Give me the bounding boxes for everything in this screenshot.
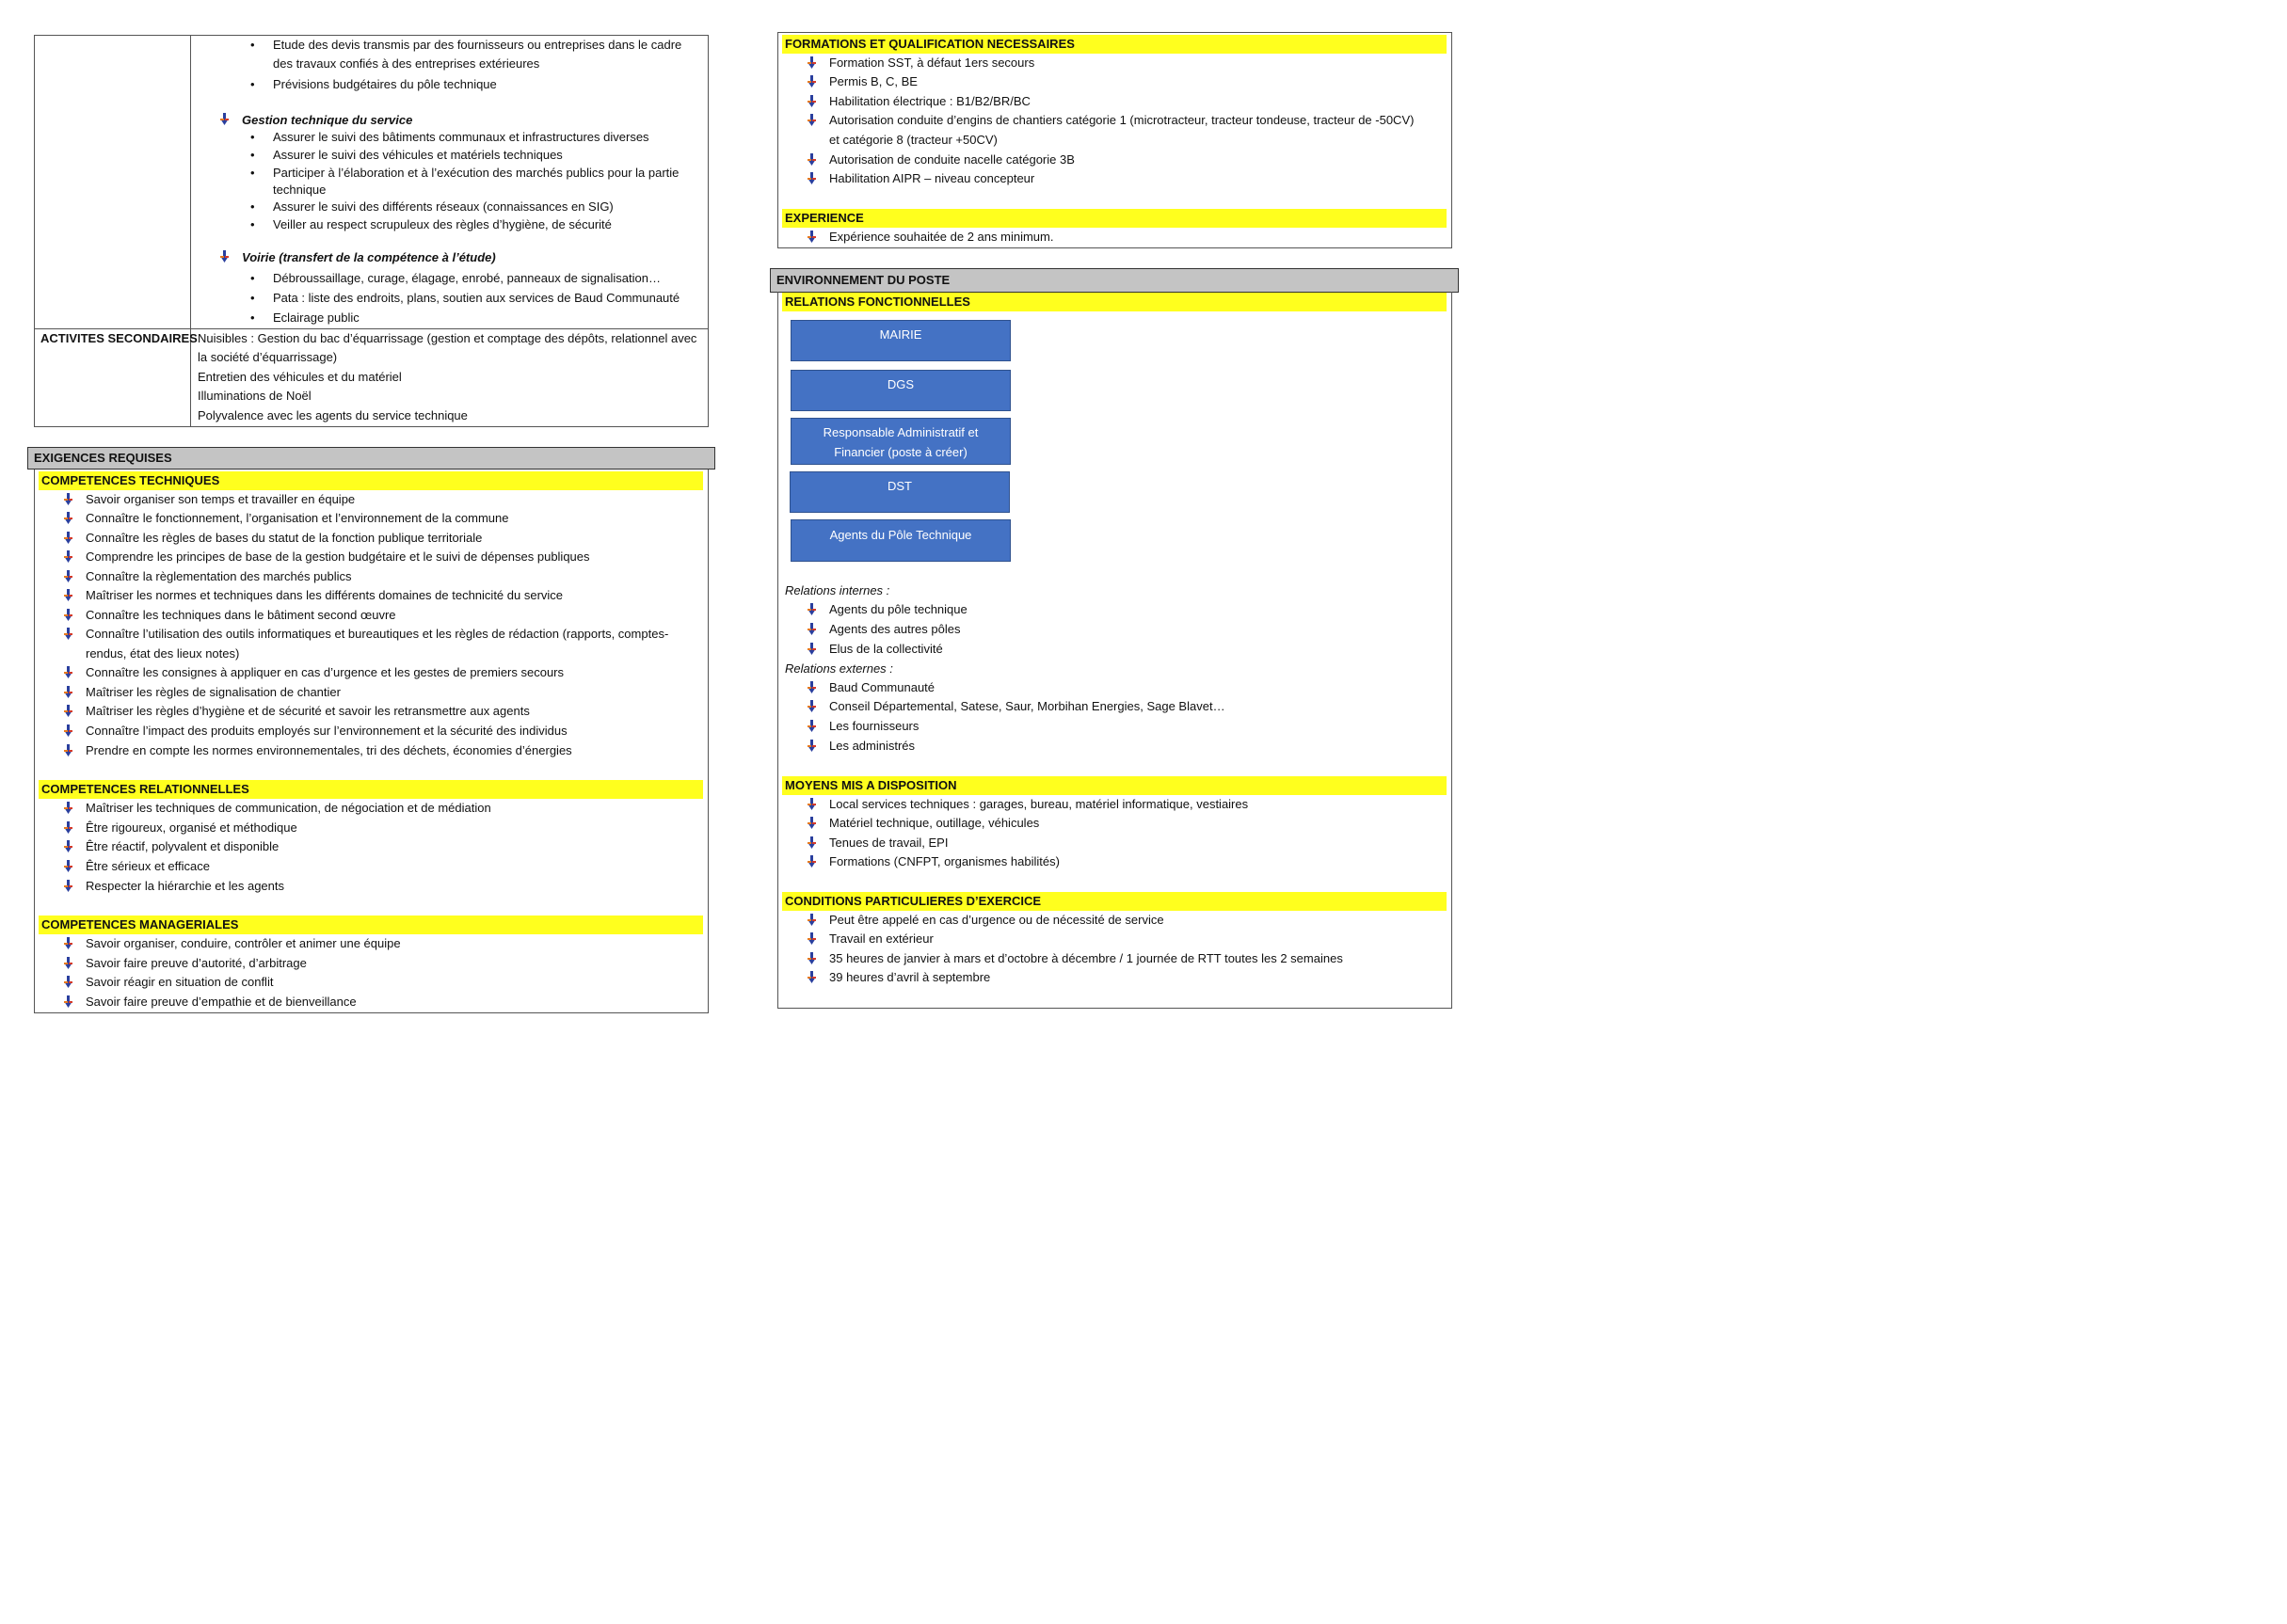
list-item: Comprendre les principes de base de la gestion budgétaire et le suivi de dépenses publiques: [86, 549, 590, 564]
arrow-bullet-icon: [808, 56, 817, 70]
moyens-title: MOYENS MIS A DISPOSITION: [782, 776, 1447, 795]
list-item: Les administrés: [829, 739, 916, 753]
org-box-mairie: MAIRIE: [791, 320, 1011, 361]
arrow-bullet-icon: [808, 603, 817, 616]
table-column-divider: [190, 35, 191, 427]
arrow-bullet-icon: [808, 643, 817, 656]
competences-manageriales-title: COMPETENCES MANAGERIALES: [39, 915, 703, 934]
gestion-item: • Assurer le suivi des bâtiments communaux et infrastructures diverses: [273, 128, 649, 147]
arrow-bullet-icon: [808, 720, 817, 733]
arrow-bullet-icon: [808, 172, 817, 185]
arrow-bullet-icon: [64, 937, 73, 950]
list-item: Connaître les règles de bases du statut de la fonction publique territoriale: [86, 531, 483, 545]
list-item: Connaître l’impact des produits employés sur l’environnement et la sécurité des individus: [86, 724, 568, 738]
arrow-bullet-icon: [64, 493, 73, 506]
list-item: Maîtriser les règles de signalisation de chantier: [86, 685, 341, 699]
competences-relationnelles-title: COMPETENCES RELATIONNELLES: [39, 780, 703, 799]
arrow-bullet-icon: [64, 609, 73, 622]
org-box-label: Financier (poste à créer): [834, 445, 968, 459]
secondaires-label: ACTIVITES SECONDAIRES: [40, 331, 198, 345]
list-item: Connaître les techniques dans le bâtiment second œuvre: [86, 608, 396, 622]
arrow-bullet-icon: [808, 114, 817, 127]
arrow-bullet-icon: [808, 231, 817, 244]
gestion-item: • Veiller au respect scrupuleux des règles d’hygiène, de sécurité: [273, 215, 612, 234]
arrow-bullet-icon: [808, 681, 817, 694]
list-item: Maîtriser les normes et techniques dans les différents domaines de technicité du service: [86, 588, 564, 602]
list-item: Travail en extérieur: [829, 931, 934, 946]
arrow-bullet-icon: [64, 705, 73, 718]
list-item: Savoir réagir en situation de conflit: [86, 975, 274, 989]
list-item: Local services techniques : garages, bureau, matériel informatique, vestiaires: [829, 797, 1249, 811]
arrow-bullet-icon: [808, 623, 817, 636]
secondaires-line: Illuminations de Noël: [198, 389, 312, 403]
list-item-cont: et catégorie 8 (tracteur +50CV): [829, 133, 998, 147]
org-box-label: Responsable Administratif et: [823, 425, 979, 439]
list-item: 35 heures de janvier à mars et d’octobre à décembre / 1 journée de RTT toutes les 2 semaines: [829, 951, 1343, 965]
list-item: Savoir organiser, conduire, contrôler et animer une équipe: [86, 936, 401, 950]
secondaires-line: Nuisibles : Gestion du bac d’équarrissage (gestion et comptage des dépôts, relationnel avec: [198, 331, 697, 345]
arrow-bullet-icon: [808, 952, 817, 965]
arrow-bullet-icon: [808, 700, 817, 713]
secondaires-line: Polyvalence avec les agents du service technique: [198, 408, 468, 422]
arrow-bullet-icon: [64, 666, 73, 679]
gestion-item-cont: technique: [273, 183, 327, 197]
list-item: Agents du pôle technique: [829, 602, 968, 616]
experience-title: EXPERIENCE: [782, 209, 1447, 228]
devis-line-2: des travaux confiés à des entreprises extérieures: [273, 56, 540, 71]
list-item: Conseil Départemental, Satese, Saur, Morbihan Energies, Sage Blavet…: [829, 699, 1225, 713]
arrow-bullet-icon: [64, 957, 73, 970]
arrow-bullet-icon: [808, 971, 817, 984]
arrow-bullet-icon: [808, 914, 817, 927]
list-item: Être sérieux et efficace: [86, 859, 210, 873]
devis-line-1: • Etude des devis transmis par des fournisseurs ou entreprises dans le cadre: [273, 36, 681, 55]
exigences-header: EXIGENCES REQUISES: [27, 447, 715, 470]
org-box-agents-pole-technique: Agents du Pôle Technique: [791, 519, 1011, 562]
arrow-bullet-icon: [808, 153, 817, 167]
arrow-bullet-icon: [64, 821, 73, 835]
list-item: Être rigoureux, organisé et méthodique: [86, 820, 297, 835]
gestion-title: Gestion technique du service: [242, 113, 413, 127]
list-item: Autorisation conduite d’engins de chantiers catégorie 1 (microtracteur, tracteur tondeuse, tracteur de -50CV): [829, 113, 1415, 127]
arrow-bullet-icon: [64, 840, 73, 853]
gestion-item: • Participer à l’élaboration et à l’exécution des marchés publics pour la partie: [273, 164, 679, 183]
list-item: Les fournisseurs: [829, 719, 920, 733]
arrow-bullet-icon: [64, 628, 73, 641]
list-item: Savoir organiser son temps et travailler en équipe: [86, 492, 356, 506]
relations-internes-label: Relations internes :: [785, 583, 890, 597]
list-item: Autorisation de conduite nacelle catégorie 3B: [829, 152, 1075, 167]
org-box-dst: DST: [790, 471, 1010, 513]
list-item: 39 heures d’avril à septembre: [829, 970, 991, 984]
list-item: Peut être appelé en cas d’urgence ou de nécessité de service: [829, 913, 1164, 927]
secondaires-line: la société d’équarrissage): [198, 350, 338, 364]
secondaires-line: Entretien des véhicules et du matériel: [198, 370, 402, 384]
list-item: Connaître les consignes à appliquer en cas d’urgence et les gestes de premiers secours: [86, 665, 565, 679]
list-item: Connaître la règlementation des marchés publics: [86, 569, 352, 583]
arrow-bullet-icon: [808, 95, 817, 108]
arrow-bullet-icon: [808, 798, 817, 811]
voirie-item: • Pata : liste des endroits, plans, soutien aux services de Baud Communauté: [273, 289, 680, 308]
list-item: Expérience souhaitée de 2 ans minimum.: [829, 230, 1054, 244]
list-item: Connaître l’utilisation des outils informatiques et bureautiques et les règles de rédaction (rapports, comptes-: [86, 627, 669, 641]
list-item: Tenues de travail, EPI: [829, 836, 949, 850]
arrow-bullet-icon: [220, 113, 230, 126]
voirie-item: • Eclairage public: [273, 309, 360, 327]
arrow-bullet-icon: [64, 995, 73, 1009]
list-item: Savoir faire preuve d’empathie et de bienveillance: [86, 995, 357, 1009]
arrow-bullet-icon: [64, 512, 73, 525]
arrow-bullet-icon: [808, 75, 817, 88]
org-box-responsable-administratif: [791, 418, 1011, 465]
arrow-bullet-icon: [64, 550, 73, 564]
list-item: Formation SST, à défaut 1ers secours: [829, 56, 1035, 70]
gestion-item: • Assurer le suivi des véhicules et matériels techniques: [273, 146, 563, 165]
arrow-bullet-icon: [64, 860, 73, 873]
arrow-bullet-icon: [64, 724, 73, 738]
list-item: Maîtriser les techniques de communication, de négociation et de médiation: [86, 801, 491, 815]
list-item: Permis B, C, BE: [829, 74, 918, 88]
arrow-bullet-icon: [808, 817, 817, 830]
arrow-bullet-icon: [64, 976, 73, 989]
list-item: Baud Communauté: [829, 680, 936, 694]
arrow-bullet-icon: [64, 570, 73, 583]
gestion-item: • Assurer le suivi des différents réseaux (connaissances en SIG): [273, 198, 614, 216]
list-item: Habilitation AIPR – niveau concepteur: [829, 171, 1035, 185]
list-item: Respecter la hiérarchie et les agents: [86, 879, 285, 893]
previsions-line: • Prévisions budgétaires du pôle technique: [273, 75, 497, 94]
formations-title: FORMATIONS ET QUALIFICATION NECESSAIRES: [782, 35, 1447, 54]
list-item: Elus de la collectivité: [829, 642, 943, 656]
arrow-bullet-icon: [64, 880, 73, 893]
org-box-dgs: DGS: [791, 370, 1011, 411]
conditions-title: CONDITIONS PARTICULIERES D’EXERCICE: [782, 892, 1447, 911]
arrow-bullet-icon: [64, 744, 73, 757]
list-item: Connaître le fonctionnement, l’organisation et l’environnement de la commune: [86, 511, 509, 525]
relations-fonctionnelles-title: RELATIONS FONCTIONNELLES: [782, 293, 1447, 311]
voirie-item: • Débroussaillage, curage, élagage, enrobé, panneaux de signalisation…: [273, 269, 661, 288]
arrow-bullet-icon: [808, 740, 817, 753]
list-item: Maîtriser les règles d’hygiène et de sécurité et savoir les retransmettre aux agents: [86, 704, 530, 718]
list-item: Être réactif, polyvalent et disponible: [86, 839, 280, 853]
environnement-header: ENVIRONNEMENT DU POSTE: [770, 268, 1459, 293]
list-item: Habilitation électrique : B1/B2/BR/BC: [829, 94, 1031, 108]
arrow-bullet-icon: [64, 589, 73, 602]
list-item-cont: rendus, état des lieux notes): [86, 646, 240, 661]
list-item: Prendre en compte les normes environnementales, tri des déchets, économies d’énergies: [86, 743, 572, 757]
arrow-bullet-icon: [808, 836, 817, 850]
arrow-bullet-icon: [808, 855, 817, 868]
relations-externes-label: Relations externes :: [785, 661, 893, 676]
list-item: Savoir faire preuve d’autorité, d’arbitrage: [86, 956, 307, 970]
list-item: Matériel technique, outillage, véhicules: [829, 816, 1040, 830]
competences-techniques-title: COMPETENCES TECHNIQUES: [39, 471, 703, 490]
arrow-bullet-icon: [808, 932, 817, 946]
list-item: Agents des autres pôles: [829, 622, 961, 636]
arrow-bullet-icon: [64, 532, 73, 545]
arrow-bullet-icon: [64, 686, 73, 699]
arrow-bullet-icon: [64, 802, 73, 815]
voirie-title: Voirie (transfert de la compétence à l’étude): [242, 250, 496, 264]
arrow-bullet-icon: [220, 250, 230, 263]
list-item: Formations (CNFPT, organismes habilités): [829, 854, 1060, 868]
